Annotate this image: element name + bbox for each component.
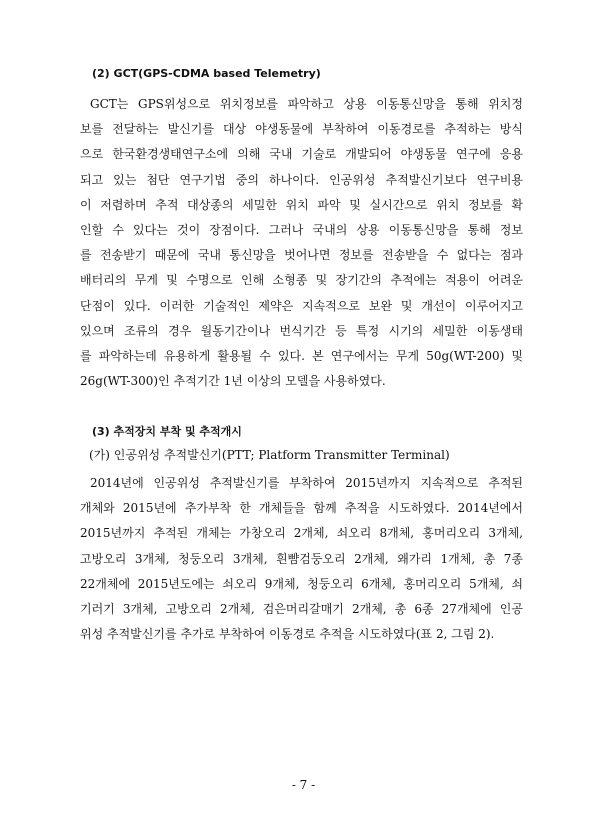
paragraph-line: 단점이 있다. 이러한 기술적인 제약은 지속적으로 보완 및 개선이 이루어지고 bbox=[80, 298, 523, 313]
subsection-heading-ptt: (가) 인공위성 추적발신기(PTT; Platform Transmitter Terminal) bbox=[89, 448, 450, 462]
paragraph-line: 22개체에 2015년도에는 쇠오리 9개체, 청둥오리 6개체, 홍머리오리 5개체, 쇠 bbox=[80, 576, 523, 591]
paragraph-line: 인할 수 있다는 것이 장점이다. 그러나 국내의 상용 이동통신망을 통해 정보 bbox=[80, 222, 523, 237]
paragraph-line: 개체와 2015년에 추가부착 한 개체들을 함께 추적을 시도하였다. 2014년에서 bbox=[80, 501, 523, 516]
paragraph-line: 를 파악하는데 유용하게 활용될 수 있다. 본 연구에서는 무게 50g(WT-200) 및 bbox=[80, 348, 523, 363]
paragraph-line: 기러기 3개체, 고방오리 2개체, 검은머리갈매기 2개체, 총 6종 27개체에 인공 bbox=[80, 601, 523, 616]
paragraph-line: 되고 있는 첨단 연구기법 중의 하나이다. 인공위성 추적발신기보다 연구비용 bbox=[80, 172, 523, 187]
tracking-paragraph bbox=[80, 471, 523, 647]
page-number: - 7 - bbox=[291, 778, 316, 792]
section-heading-gct: (2) GCT(GPS-CDMA based Telemetry) bbox=[92, 67, 321, 80]
paragraph-line: 2014년에 인공위성 추적발신기를 부착하여 2015년까지 지속적으로 추적된 bbox=[90, 476, 523, 490]
paragraph-line: 26g(WT-300)인 추적기간 1년 이상의 모델을 사용하였다. bbox=[80, 374, 386, 389]
paragraph-line: GCT는 GPS위성으로 위치정보를 파악하고 상용 이동통신망을 통해 위치정 bbox=[90, 97, 523, 111]
gct-paragraph bbox=[80, 92, 523, 394]
paragraph-line: 2015년까지 추적된 개체는 가창오리 2개체, 쇠오리 8개체, 홍머리오리 3개체, bbox=[80, 526, 523, 541]
paragraph-line: 배터리의 무게 및 수명으로 인해 소형종 및 장기간의 추적에는 적용이 어려운 bbox=[80, 273, 523, 288]
paragraph-line: 으로 한국환경생태연구소에 의해 국내 기술로 개발되어 야생동물 연구에 응용 bbox=[80, 147, 523, 162]
paragraph-line: 보를 전달하는 발신기를 대상 야생동물에 부착하여 이동경로를 추적하는 방식 bbox=[80, 122, 523, 137]
paragraph-line: 이 저렴하며 추적 대상종의 세밀한 위치 파악 및 실시간으로 위치 정보를 확 bbox=[80, 197, 523, 212]
section-heading-tracking: (3) 추적장치 부착 및 추적개시 bbox=[92, 425, 242, 438]
paragraph-line: 위성 추적발신기를 추가로 부착하여 이동경로 추적을 시도하였다(표 2, 그림 2). bbox=[80, 627, 495, 642]
paragraph-line: 있으며 조류의 경우 월동기간이나 번식기간 등 특정 시기의 세밀한 이동생태 bbox=[80, 323, 523, 338]
paragraph-line: 고방오리 3개체, 청둥오리 3개체, 흰뺨검둥오리 2개체, 왜가리 1개체, 총 7종 bbox=[80, 551, 523, 566]
paragraph-line: 를 전송받기 때문에 국내 통신망을 벗어나면 정보를 전송받을 수 없다는 점과 bbox=[80, 248, 523, 263]
